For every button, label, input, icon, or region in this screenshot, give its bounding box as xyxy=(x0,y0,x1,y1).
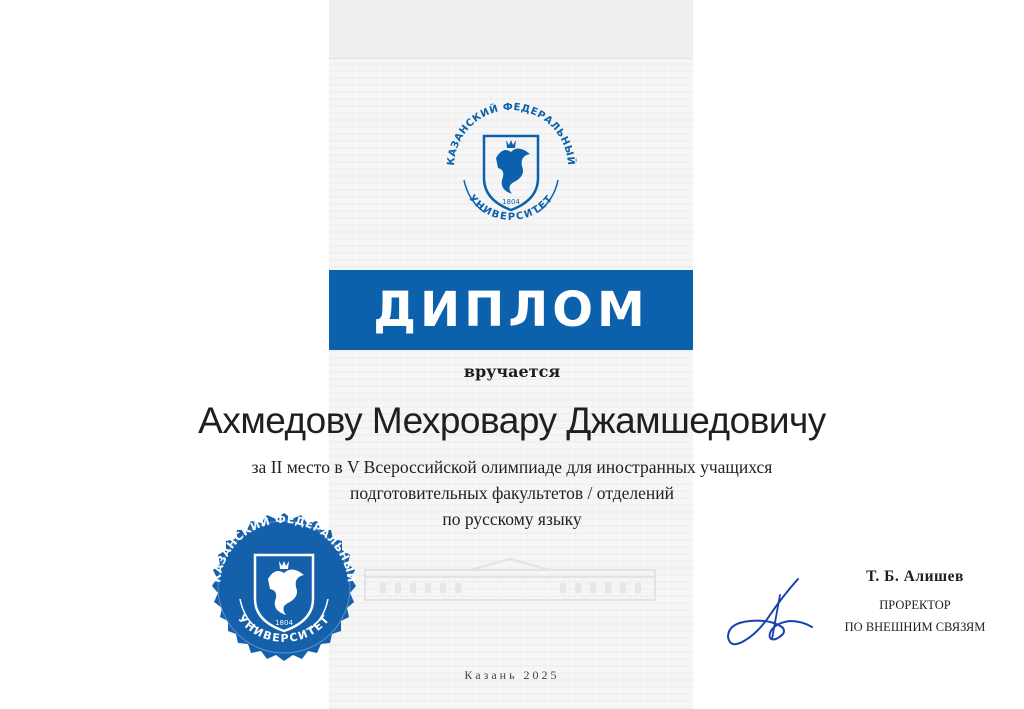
document-title: ДИПЛОМ xyxy=(373,282,649,338)
reason-line: по русскому языку xyxy=(442,509,582,529)
svg-text:1804: 1804 xyxy=(502,198,520,206)
kfu-logo xyxy=(440,96,582,238)
svg-text:УНИВЕРСИТЕТ: УНИВЕРСИТЕТ xyxy=(235,612,333,646)
signatory-name: Т. Б. Алишев xyxy=(866,568,964,585)
title-banner xyxy=(329,270,693,350)
city-year: Казань 2025 xyxy=(464,668,560,682)
svg-text:КАЗАНСКИЙ ФЕДЕРАЛЬНЫЙ: КАЗАНСКИЙ ФЕДЕРАЛЬНЫЙ xyxy=(210,512,358,584)
building-watermark xyxy=(360,555,660,605)
signatory-block xyxy=(800,568,1024,638)
top-band xyxy=(329,0,693,59)
signatory-position xyxy=(800,594,1024,638)
university-seal xyxy=(200,503,368,671)
position-line: ПО ВНЕШНИМ СВЯЗЯМ xyxy=(844,620,986,634)
svg-text:1804: 1804 xyxy=(275,619,293,627)
award-reason xyxy=(0,454,1024,532)
reason-line: подготовительных факультетов / отделений xyxy=(350,483,674,503)
svg-text:УНИВЕРСИТЕТ: УНИВЕРСИТЕТ xyxy=(466,192,556,223)
recipient-name: Ахмедову Мехровару Джамшедовичу xyxy=(198,400,826,441)
awarded-to-label: вручается xyxy=(463,362,561,381)
svg-text:КАЗАНСКИЙ ФЕДЕРАЛЬНЫЙ: КАЗАНСКИЙ ФЕДЕРАЛЬНЫЙ xyxy=(445,101,577,167)
position-line: ПРОРЕКТОР xyxy=(879,598,951,612)
reason-line: за II место в V Всероссийской олимпиаде для иностранных учащихся xyxy=(251,457,773,477)
